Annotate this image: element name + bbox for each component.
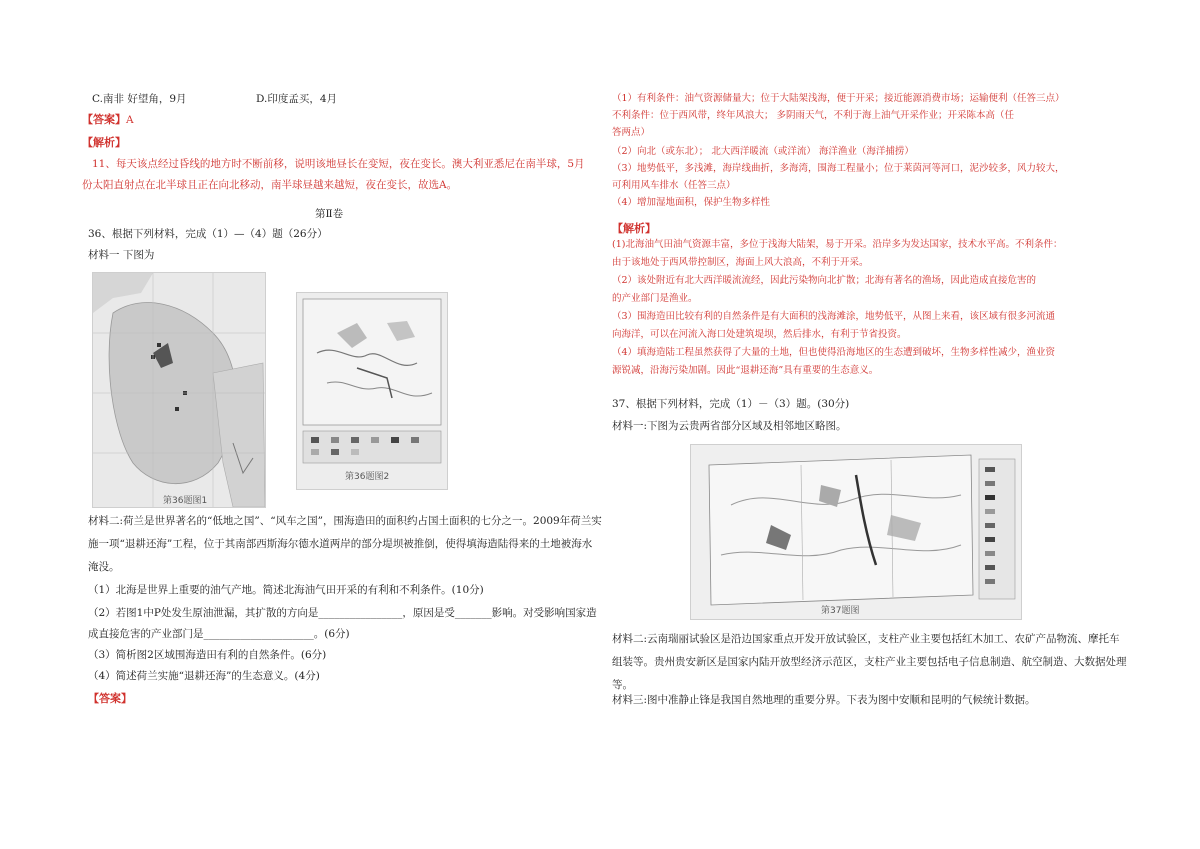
explanation-line: (1)北海油气田油气资源丰富，多位于浅海大陆架，易于开采。沿岸多为发达国家，技术水平高。不利条件： <box>612 239 1063 250</box>
material-one-37: 材料一:下图为云贵两省部分区域及相邻地区略图。 <box>612 420 847 432</box>
answer-line: 答两点） <box>612 127 651 138</box>
material-two-line-3: 淹没。 <box>88 561 120 573</box>
analysis-tag: 【解析】 <box>82 136 126 149</box>
answer-line: 不利条件：位于西风带，终年风浪大； 多阴雨天气，不利于海上油气开采作业；开采陈本高（任 <box>612 110 1015 121</box>
material-two-37-line-3: 等。 <box>612 679 633 691</box>
analysis-line-1: 11、每天该点经过昏线的地方时不断前移，说明该地昼长在变短，夜在变长。澳大利亚悉尼在南半球，5月 <box>92 158 585 170</box>
explanation-line: （4）填海造陆工程虽然获得了大量的土地，但也使得沿海地区的生态遭到破坏，生物多样性减少，渔业资 <box>612 347 1056 358</box>
question-36-2-line-1: （2）若图1中P处发生原油泄漏，其扩散的方向是________________，原因是受_______影响。对受影响国家造 <box>88 607 597 619</box>
material-one-label: 材料一 下图为 <box>88 249 155 261</box>
answer-line: （2）向北（或东北）； 北大西洋暖流（或洋流） 海洋渔业（海洋捕捞） <box>612 146 914 157</box>
answer-tag: 【答案】 <box>82 113 126 126</box>
answer-line: （3）地势低平，多浅滩，海岸线曲折，多海湾，围海工程量小；位于莱茵河等河口，泥沙较多，风力较大， <box>612 163 1065 174</box>
question-36-4: （4）简述荷兰实施“退耕还海”的生态意义。(4分) <box>88 670 320 682</box>
explanation-line: （2）该处附近有北大西洋暖流流经，因此污染物向北扩散；北海有著名的渔场，因此造成直接危害的 <box>612 275 1037 286</box>
question-37-intro: 37、根据下列材料，完成（1）－（3）题。(30分) <box>612 398 850 410</box>
material-three-37: 材料三:图中准静止锋是我国自然地理的重要分界。下表为图中安顺和昆明的气候统计数据。 <box>612 694 1036 706</box>
explanation-line: 向海洋，可以在河流入海口处建筑堤坝，然后排水，有利于节省投资。 <box>612 329 907 340</box>
analysis-tag-36: 【解析】 <box>612 222 656 235</box>
explanation-line: 的产业部门是渔业。 <box>612 293 698 304</box>
question-36-intro: 36、根据下列材料，完成（1）—（4）题（26分） <box>88 228 328 240</box>
question-36-2-line-2: 成直接危害的产业部门是_____________________。(6分) <box>88 628 350 640</box>
explanation-line: 源锐减，沿海污染加剧。因此“退耕还海”具有重要的生态意义。 <box>612 365 879 376</box>
option-c: C.南非 好望角，9月 <box>92 93 187 105</box>
answer-line: （1）有利条件：油气资源储量大；位于大陆架浅海，便于开采；接近能源消费市场；运输便利（任答三点） <box>612 93 1065 104</box>
answer-tag-36: 【答案】 <box>88 692 132 705</box>
analysis-line-2: 份太阳直射点在北半球且正在向北移动，南半球昼越来越短，夜在变长，故选A。 <box>82 179 458 191</box>
explanation-line: （3）围海造田比较有利的自然条件是有大面积的浅海滩涂，地势低平，从图上来看，该区域有很多河流通 <box>612 311 1056 322</box>
answer-line: 可利用风车排水（任答三点） <box>612 180 736 191</box>
option-d: D.印度孟买，4月 <box>256 93 338 105</box>
figure-37-map <box>690 444 1022 620</box>
figure-36-caption-1: 第36题图1 <box>163 496 208 506</box>
material-two-37-line-2: 组装等。贵州贵安新区是国家内陆开放型经济示范区，支柱产业主要包括电子信息制造、航空制造、大数据处理 <box>612 656 1127 668</box>
question-36-1: （1）北海是世界上重要的油气产地。简述北海油气田开采的有利和不利条件。(10分) <box>88 584 484 596</box>
material-two-line-2: 施一项“退耕还海”工程，位于其南部西斯海尔德水道两岸的部分堤坝被推倒，使得填海造陆得来的土地被海水 <box>88 538 593 550</box>
answer-line: （4）增加湿地面积，保护生物多样性 <box>612 197 771 208</box>
section-title: 第Ⅱ卷 <box>315 208 344 220</box>
question-36-3: （3）简析图2区域围海造田有利的自然条件。(6分) <box>88 649 327 661</box>
material-two-line-1: 材料二:荷兰是世界著名的“低地之国”、“风车之国”，围海造田的面积约占国土面积的七分之一。2009年荷兰实 <box>88 515 602 527</box>
answer-row <box>82 113 134 127</box>
figure-37-caption: 第37题图 <box>821 606 860 616</box>
explanation-block-36 <box>612 238 1082 382</box>
figure-36-caption-2: 第36题图2 <box>345 472 390 482</box>
answer-block-36 <box>612 92 1082 213</box>
material-two-37-line-1: 材料二:云南瑞丽试验区是沿边国家重点开发开放试验区，支柱产业主要包括红木加工、农矿产品物流、摩托车 <box>612 633 1120 645</box>
explanation-line: 由于该地处于西风带控制区，海面上风大浪高，不利于开采。 <box>612 257 869 268</box>
figure-36-map-1 <box>92 272 266 508</box>
answer-value: A <box>126 114 134 126</box>
figure-36-map-2 <box>296 292 448 490</box>
